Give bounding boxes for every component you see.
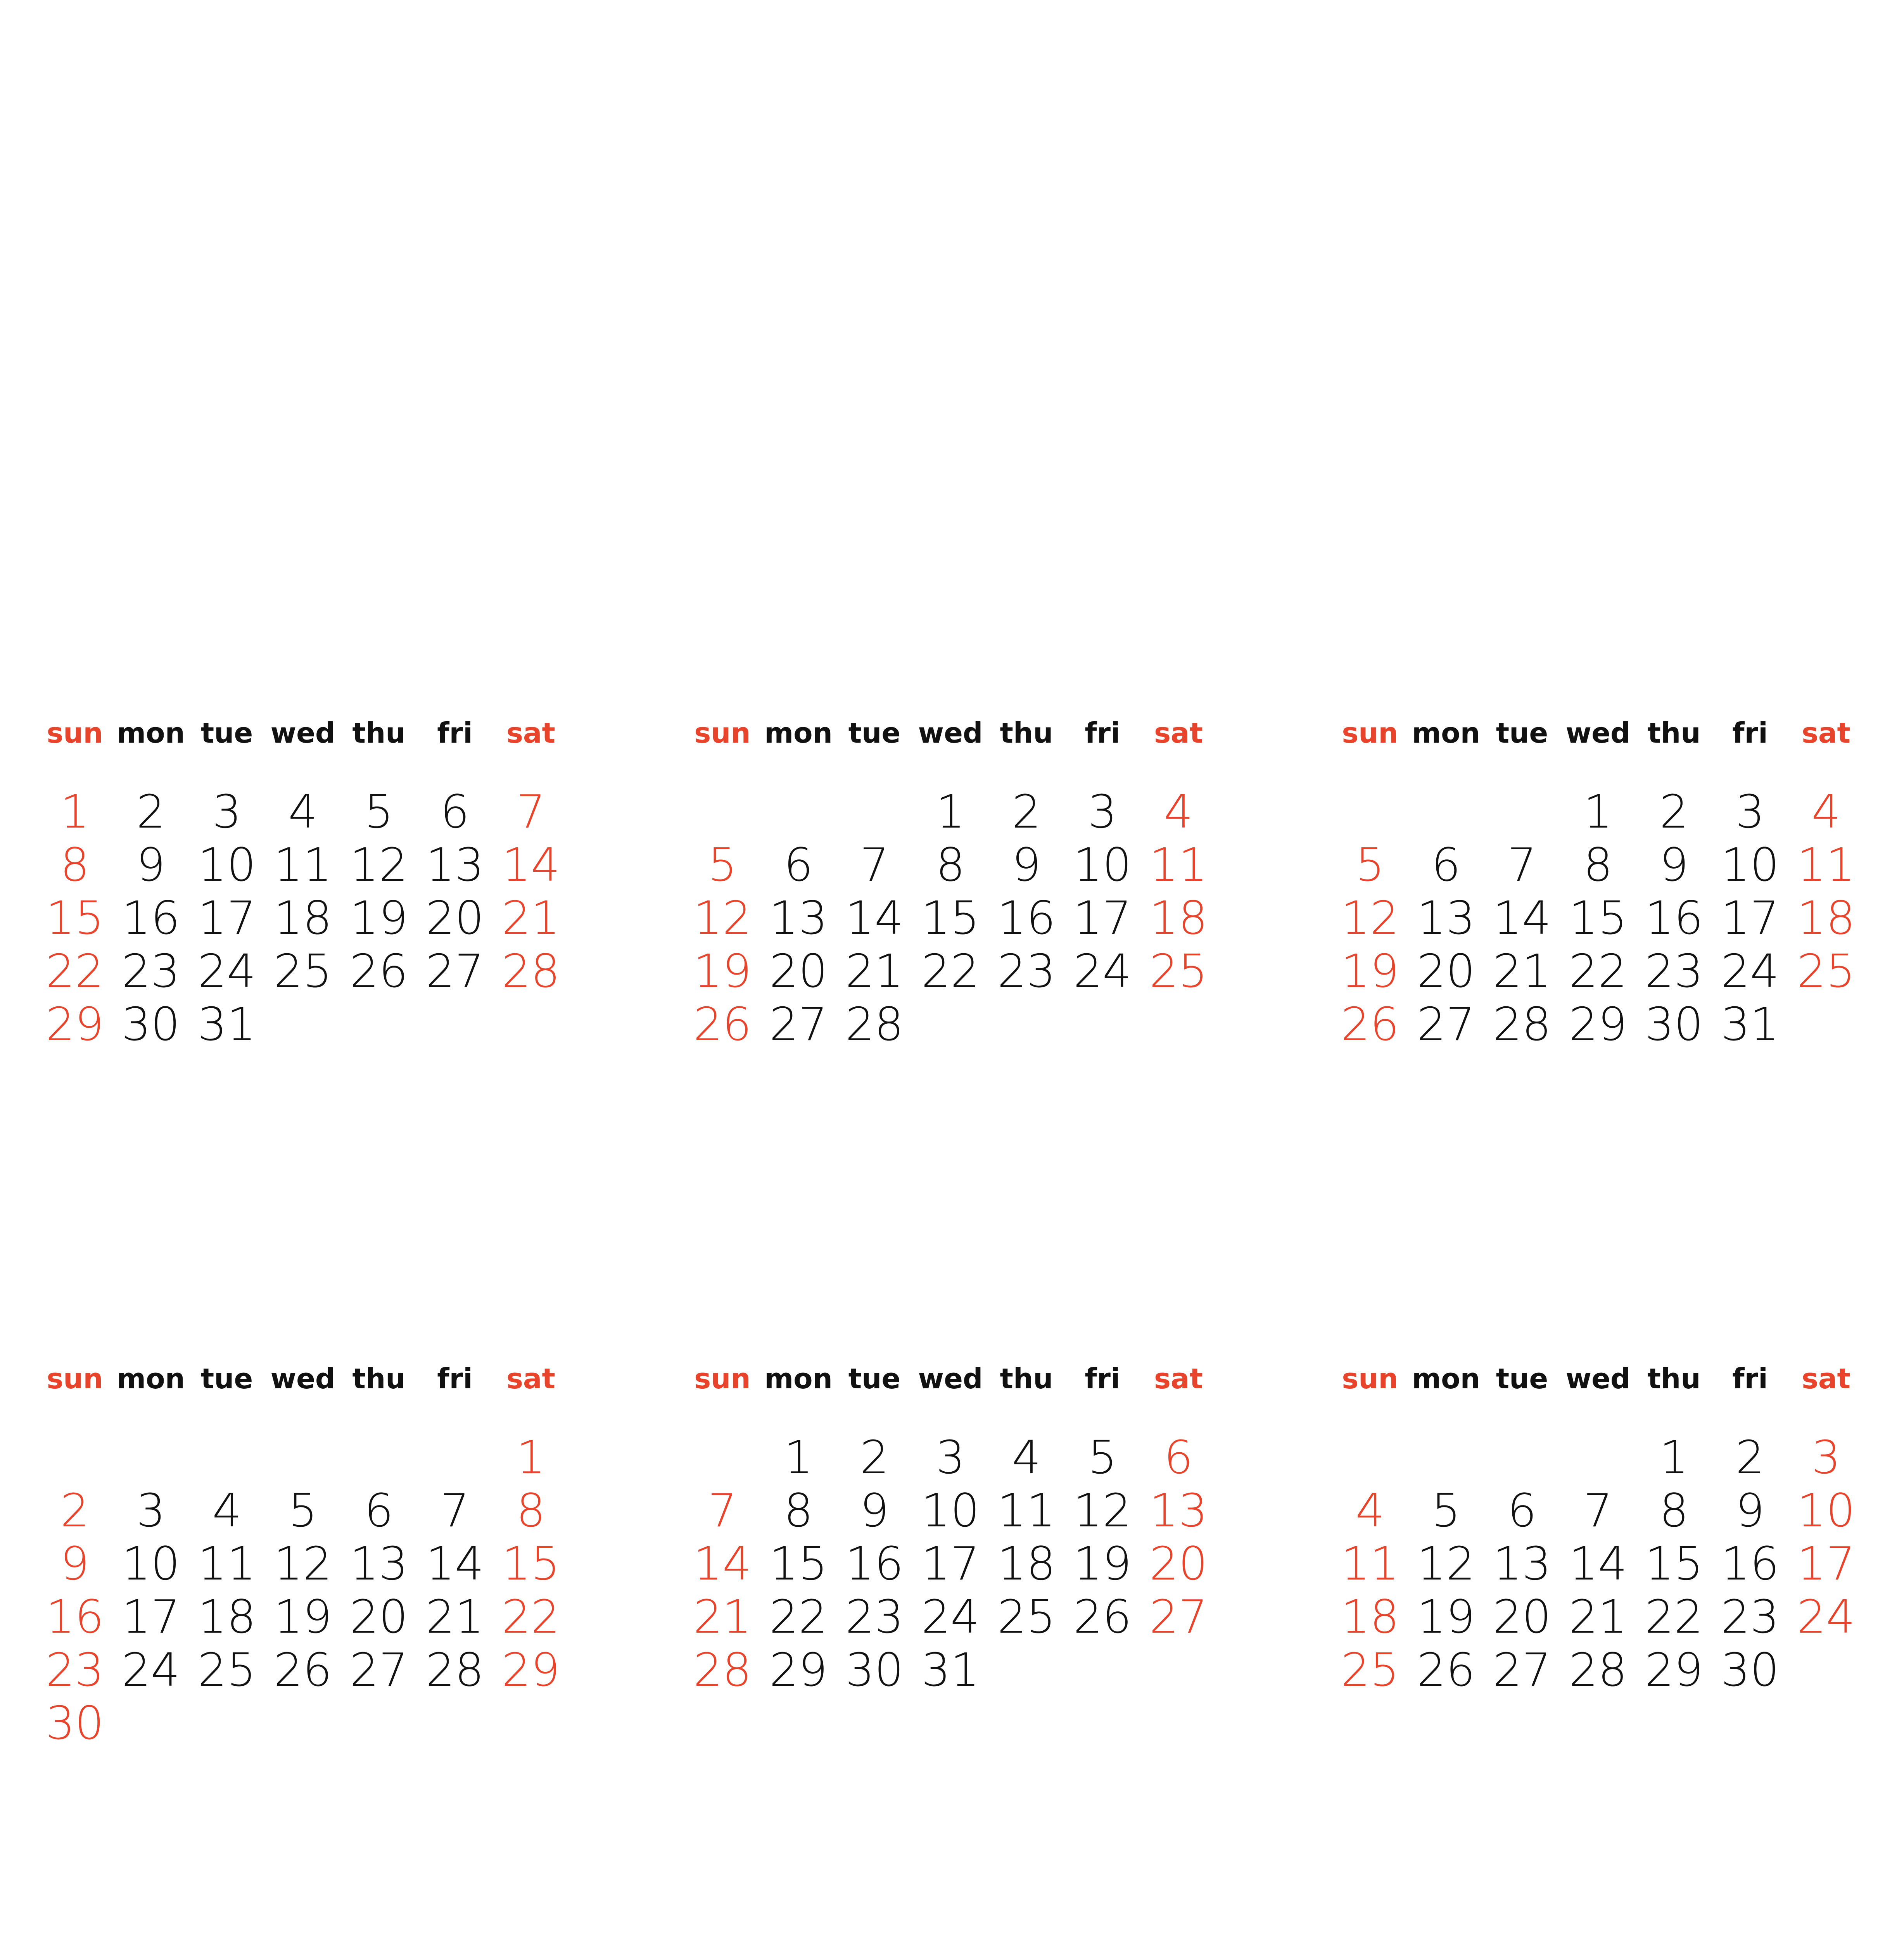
weekday-label-mon: mon bbox=[117, 1362, 185, 1395]
day-number: 11 bbox=[1149, 838, 1208, 892]
day-number: 10 bbox=[197, 838, 256, 892]
day-number: 12 bbox=[1073, 1484, 1132, 1537]
day-number: 13 bbox=[1417, 891, 1476, 945]
weekday-label-tue: tue bbox=[200, 717, 253, 749]
day-number: 26 bbox=[1073, 1590, 1132, 1643]
weekday-header-row bbox=[37, 714, 568, 756]
day-number: 16 bbox=[45, 1590, 104, 1643]
day-number: 1 bbox=[1659, 1431, 1689, 1484]
weekday-label-sun: sun bbox=[1342, 1362, 1398, 1395]
day-number: 2 bbox=[1735, 1431, 1765, 1484]
day-number: 28 bbox=[501, 944, 560, 998]
weekday-label-fri: fri bbox=[437, 1362, 473, 1395]
day-number: 8 bbox=[60, 838, 90, 892]
weekday-label-wed: wed bbox=[918, 1362, 983, 1395]
day-number: 29 bbox=[45, 997, 104, 1051]
day-number: 11 bbox=[997, 1484, 1056, 1537]
weekday-label-thu: thu bbox=[1647, 1362, 1701, 1395]
day-number: 29 bbox=[1645, 1643, 1704, 1697]
day-number: 14 bbox=[501, 838, 560, 892]
day-number: 30 bbox=[45, 1696, 104, 1750]
day-number: 25 bbox=[997, 1590, 1056, 1643]
day-number: 22 bbox=[501, 1590, 560, 1643]
day-number: 16 bbox=[1721, 1537, 1780, 1590]
day-number: 22 bbox=[1645, 1590, 1704, 1643]
day-number: 10 bbox=[921, 1484, 980, 1537]
day-number: 23 bbox=[1645, 944, 1704, 998]
day-number: 21 bbox=[501, 891, 560, 945]
day-number: 26 bbox=[693, 997, 752, 1051]
weekday-label-sat: sat bbox=[1802, 717, 1850, 749]
day-number: 14 bbox=[1493, 891, 1552, 945]
day-number: 22 bbox=[921, 944, 980, 998]
day-number: 4 bbox=[1164, 785, 1193, 838]
day-number: 26 bbox=[1417, 1643, 1476, 1697]
day-number: 8 bbox=[1583, 838, 1613, 892]
day-number: 14 bbox=[1569, 1537, 1628, 1590]
day-number: 8 bbox=[784, 1484, 813, 1537]
day-number: 28 bbox=[1493, 997, 1552, 1051]
weekday-label-thu: thu bbox=[1000, 1362, 1053, 1395]
day-number: 25 bbox=[197, 1643, 256, 1697]
weekday-label-wed: wed bbox=[270, 717, 335, 749]
weekday-label-sat: sat bbox=[506, 717, 555, 749]
day-number: 25 bbox=[273, 944, 332, 998]
day-number: 5 bbox=[364, 785, 394, 838]
day-number: 11 bbox=[197, 1537, 256, 1590]
day-number: 6 bbox=[440, 785, 470, 838]
day-number: 18 bbox=[273, 891, 332, 945]
day-number: 24 bbox=[1797, 1590, 1856, 1643]
day-number: 12 bbox=[693, 891, 752, 945]
day-number: 23 bbox=[845, 1590, 904, 1643]
day-number: 28 bbox=[1569, 1643, 1628, 1697]
day-number: 18 bbox=[1149, 891, 1208, 945]
day-number: 12 bbox=[273, 1537, 332, 1590]
day-number: 27 bbox=[769, 997, 828, 1051]
weekday-label-tue: tue bbox=[848, 717, 901, 749]
day-number: 30 bbox=[845, 1643, 904, 1697]
day-number: 17 bbox=[197, 891, 256, 945]
weekday-label-tue: tue bbox=[200, 1362, 253, 1395]
day-number: 21 bbox=[1569, 1590, 1628, 1643]
weekday-label-sat: sat bbox=[506, 1362, 555, 1395]
day-number: 29 bbox=[769, 1643, 828, 1697]
day-number: 10 bbox=[1797, 1484, 1856, 1537]
day-number: 7 bbox=[708, 1484, 737, 1537]
day-number: 19 bbox=[349, 891, 408, 945]
day-number: 9 bbox=[1659, 838, 1689, 892]
day-number: 19 bbox=[1341, 944, 1399, 998]
day-number: 3 bbox=[212, 785, 242, 838]
month-block-2 bbox=[684, 714, 1216, 1187]
day-number: 9 bbox=[136, 838, 166, 892]
day-number: 2 bbox=[136, 785, 166, 838]
day-number: 20 bbox=[769, 944, 828, 998]
day-number: 30 bbox=[1721, 1643, 1780, 1697]
weekday-label-wed: wed bbox=[1565, 717, 1631, 749]
day-number: 5 bbox=[1431, 1484, 1461, 1537]
day-number: 5 bbox=[288, 1484, 318, 1537]
month-block-3 bbox=[1332, 714, 1863, 1187]
day-number: 13 bbox=[769, 891, 828, 945]
weekday-label-tue: tue bbox=[1496, 717, 1548, 749]
weekday-label-sun: sun bbox=[1342, 717, 1398, 749]
day-number: 21 bbox=[693, 1590, 752, 1643]
day-number: 9 bbox=[1012, 838, 1041, 892]
day-number: 11 bbox=[1797, 838, 1856, 892]
day-number: 15 bbox=[501, 1537, 560, 1590]
weekday-label-thu: thu bbox=[352, 1362, 406, 1395]
day-number: 7 bbox=[1507, 838, 1537, 892]
day-number: 16 bbox=[121, 891, 180, 945]
day-number: 16 bbox=[997, 891, 1056, 945]
day-number: 1 bbox=[784, 1431, 813, 1484]
day-number: 17 bbox=[1721, 891, 1780, 945]
day-number: 23 bbox=[121, 944, 180, 998]
day-number: 1 bbox=[516, 1431, 546, 1484]
day-number: 21 bbox=[425, 1590, 484, 1643]
day-number: 27 bbox=[425, 944, 484, 998]
day-number: 2 bbox=[60, 1484, 90, 1537]
day-number: 10 bbox=[1073, 838, 1132, 892]
day-number: 20 bbox=[1493, 1590, 1552, 1643]
day-number: 1 bbox=[1583, 785, 1613, 838]
day-number: 1 bbox=[60, 785, 90, 838]
weekday-label-wed: wed bbox=[918, 717, 983, 749]
day-number: 8 bbox=[936, 838, 965, 892]
day-number: 24 bbox=[1721, 944, 1780, 998]
day-number: 15 bbox=[769, 1537, 828, 1590]
weekday-label-mon: mon bbox=[1412, 717, 1480, 749]
day-number: 18 bbox=[1797, 891, 1856, 945]
day-number: 9 bbox=[860, 1484, 889, 1537]
day-number: 15 bbox=[1569, 891, 1628, 945]
day-number: 18 bbox=[997, 1537, 1056, 1590]
weekday-label-mon: mon bbox=[117, 717, 185, 749]
day-number: 26 bbox=[273, 1643, 332, 1697]
day-number: 12 bbox=[349, 838, 408, 892]
day-number: 12 bbox=[1341, 891, 1399, 945]
day-number: 13 bbox=[1493, 1537, 1552, 1590]
day-number: 28 bbox=[845, 997, 904, 1051]
day-number: 2 bbox=[1659, 785, 1689, 838]
day-number: 8 bbox=[1659, 1484, 1689, 1537]
day-number: 4 bbox=[1811, 785, 1841, 838]
day-number: 3 bbox=[936, 1431, 965, 1484]
day-number: 31 bbox=[1721, 997, 1780, 1051]
weekday-label-sun: sun bbox=[47, 1362, 103, 1395]
day-number: 6 bbox=[1507, 1484, 1537, 1537]
day-number: 14 bbox=[693, 1537, 752, 1590]
weekday-label-thu: thu bbox=[352, 717, 406, 749]
day-number: 17 bbox=[1073, 891, 1132, 945]
day-number: 19 bbox=[1073, 1537, 1132, 1590]
day-number: 31 bbox=[921, 1643, 980, 1697]
day-number: 6 bbox=[1431, 838, 1461, 892]
day-number: 26 bbox=[349, 944, 408, 998]
weekday-header-row bbox=[1332, 714, 1863, 756]
weekday-label-fri: fri bbox=[1085, 1362, 1120, 1395]
day-number: 22 bbox=[1569, 944, 1628, 998]
day-number: 4 bbox=[212, 1484, 242, 1537]
weekday-label-sat: sat bbox=[1154, 1362, 1203, 1395]
day-number: 25 bbox=[1797, 944, 1856, 998]
month-block-6 bbox=[1332, 1359, 1863, 1832]
day-number: 15 bbox=[45, 891, 104, 945]
day-number: 14 bbox=[845, 891, 904, 945]
day-number: 3 bbox=[1088, 785, 1117, 838]
day-number: 14 bbox=[425, 1537, 484, 1590]
day-number: 3 bbox=[136, 1484, 166, 1537]
day-number: 4 bbox=[1355, 1484, 1385, 1537]
day-number: 24 bbox=[121, 1643, 180, 1697]
day-number: 22 bbox=[45, 944, 104, 998]
day-number: 27 bbox=[1149, 1590, 1208, 1643]
day-number: 13 bbox=[1149, 1484, 1208, 1537]
day-number: 17 bbox=[121, 1590, 180, 1643]
day-number: 15 bbox=[921, 891, 980, 945]
day-number: 3 bbox=[1735, 785, 1765, 838]
day-number: 20 bbox=[349, 1590, 408, 1643]
weekday-label-thu: thu bbox=[1647, 717, 1701, 749]
day-number: 17 bbox=[921, 1537, 980, 1590]
weekday-label-wed: wed bbox=[1565, 1362, 1631, 1395]
day-number: 5 bbox=[1088, 1431, 1117, 1484]
day-number: 7 bbox=[516, 785, 546, 838]
weekday-label-mon: mon bbox=[764, 717, 833, 749]
day-number: 6 bbox=[1164, 1431, 1193, 1484]
month-block-5 bbox=[684, 1359, 1216, 1832]
month-block-4 bbox=[37, 1359, 568, 1832]
day-number: 24 bbox=[1073, 944, 1132, 998]
day-number: 23 bbox=[997, 944, 1056, 998]
day-number: 10 bbox=[121, 1537, 180, 1590]
day-number: 2 bbox=[860, 1431, 889, 1484]
day-number: 8 bbox=[516, 1484, 546, 1537]
day-number: 1 bbox=[936, 785, 965, 838]
day-number: 20 bbox=[1417, 944, 1476, 998]
day-number: 18 bbox=[197, 1590, 256, 1643]
day-number: 10 bbox=[1721, 838, 1780, 892]
weekday-header-row bbox=[1332, 1359, 1863, 1402]
day-number: 13 bbox=[425, 838, 484, 892]
weekday-label-sun: sun bbox=[47, 717, 103, 749]
weekday-label-tue: tue bbox=[1496, 1362, 1548, 1395]
day-number: 25 bbox=[1341, 1643, 1399, 1697]
day-number: 21 bbox=[845, 944, 904, 998]
weekday-label-mon: mon bbox=[1412, 1362, 1480, 1395]
day-number: 28 bbox=[693, 1643, 752, 1697]
day-number: 16 bbox=[1645, 891, 1704, 945]
day-number: 9 bbox=[60, 1537, 90, 1590]
weekday-label-sat: sat bbox=[1802, 1362, 1850, 1395]
weekday-label-sat: sat bbox=[1154, 717, 1203, 749]
day-number: 31 bbox=[197, 997, 256, 1051]
day-number: 23 bbox=[1721, 1590, 1780, 1643]
weekday-header-row bbox=[684, 714, 1216, 756]
day-number: 19 bbox=[693, 944, 752, 998]
day-number: 20 bbox=[425, 891, 484, 945]
day-number: 4 bbox=[1012, 1431, 1041, 1484]
day-number: 16 bbox=[845, 1537, 904, 1590]
day-number: 12 bbox=[1417, 1537, 1476, 1590]
weekday-label-sun: sun bbox=[694, 717, 751, 749]
weekday-label-fri: fri bbox=[1085, 717, 1120, 749]
month-block-1 bbox=[37, 714, 568, 1187]
day-number: 13 bbox=[349, 1537, 408, 1590]
weekday-label-tue: tue bbox=[848, 1362, 901, 1395]
weekday-header-row bbox=[37, 1359, 568, 1402]
day-number: 27 bbox=[1417, 997, 1476, 1051]
day-number: 26 bbox=[1341, 997, 1399, 1051]
weekday-label-wed: wed bbox=[270, 1362, 335, 1395]
day-number: 7 bbox=[860, 838, 889, 892]
day-number: 27 bbox=[1493, 1643, 1552, 1697]
day-number: 17 bbox=[1797, 1537, 1856, 1590]
weekday-label-sun: sun bbox=[694, 1362, 751, 1395]
weekday-label-fri: fri bbox=[1732, 717, 1768, 749]
day-number: 5 bbox=[1355, 838, 1385, 892]
day-number: 9 bbox=[1735, 1484, 1765, 1537]
day-number: 6 bbox=[784, 838, 813, 892]
day-number: 5 bbox=[708, 838, 737, 892]
day-number: 23 bbox=[45, 1643, 104, 1697]
weekday-label-mon: mon bbox=[764, 1362, 833, 1395]
day-number: 6 bbox=[364, 1484, 394, 1537]
weekday-header-row bbox=[684, 1359, 1216, 1402]
day-number: 19 bbox=[1417, 1590, 1476, 1643]
day-number: 2 bbox=[1012, 785, 1041, 838]
day-number: 7 bbox=[1583, 1484, 1613, 1537]
day-number: 3 bbox=[1811, 1431, 1841, 1484]
day-number: 24 bbox=[197, 944, 256, 998]
day-number: 30 bbox=[121, 997, 180, 1051]
day-number: 20 bbox=[1149, 1537, 1208, 1590]
day-number: 30 bbox=[1645, 997, 1704, 1051]
day-number: 27 bbox=[349, 1643, 408, 1697]
day-number: 29 bbox=[1569, 997, 1628, 1051]
weekday-label-fri: fri bbox=[437, 717, 473, 749]
day-number: 15 bbox=[1645, 1537, 1704, 1590]
day-number: 4 bbox=[288, 785, 318, 838]
day-number: 28 bbox=[425, 1643, 484, 1697]
day-number: 29 bbox=[501, 1643, 560, 1697]
day-number: 7 bbox=[440, 1484, 470, 1537]
day-number: 25 bbox=[1149, 944, 1208, 998]
day-number: 21 bbox=[1493, 944, 1552, 998]
day-number: 11 bbox=[1341, 1537, 1399, 1590]
weekday-label-thu: thu bbox=[1000, 717, 1053, 749]
day-number: 11 bbox=[273, 838, 332, 892]
day-number: 19 bbox=[273, 1590, 332, 1643]
day-number: 22 bbox=[769, 1590, 828, 1643]
day-number: 24 bbox=[921, 1590, 980, 1643]
weekday-label-fri: fri bbox=[1732, 1362, 1768, 1395]
day-number: 18 bbox=[1341, 1590, 1399, 1643]
